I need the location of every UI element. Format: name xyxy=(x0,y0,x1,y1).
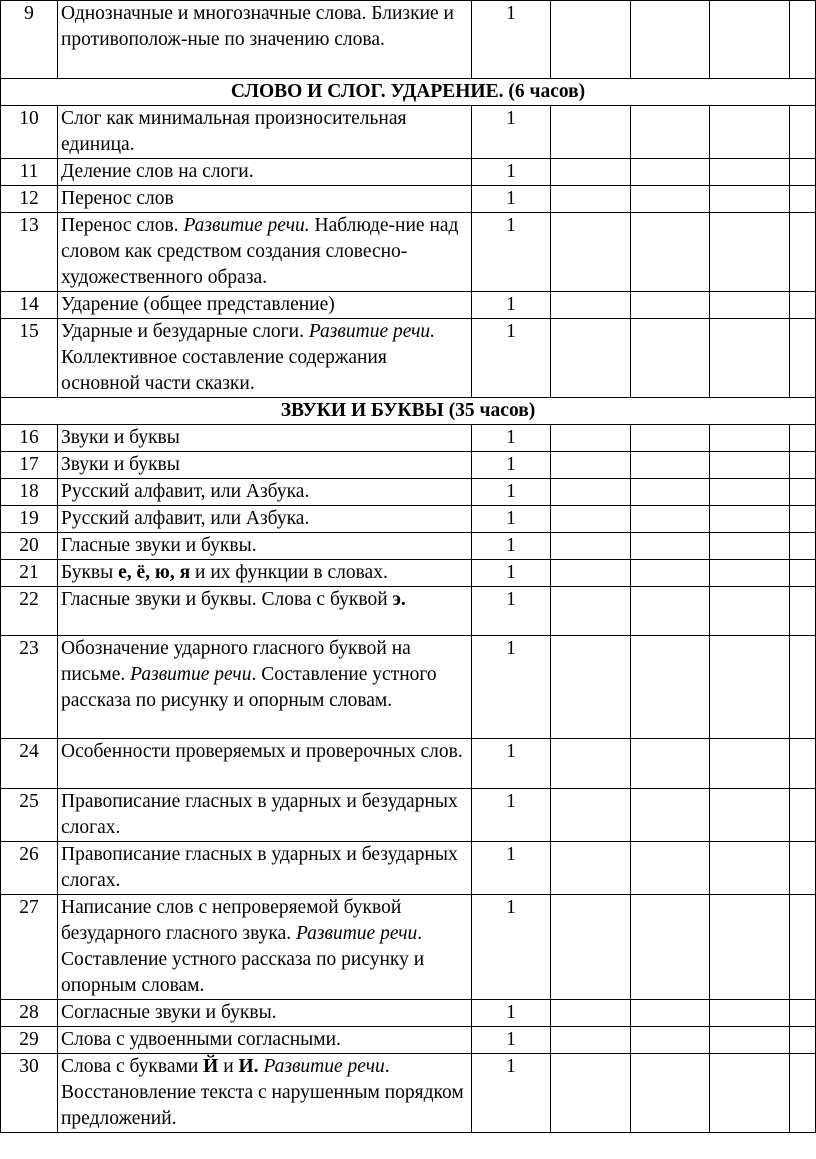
empty-cell xyxy=(631,292,710,319)
lesson-number: 21 xyxy=(1,560,58,587)
empty-cell xyxy=(790,739,816,789)
lesson-topic: Правописание гласных в ударных и безударных слогах. xyxy=(58,789,472,842)
table-row xyxy=(1,1,816,79)
empty-cell xyxy=(790,1000,816,1027)
empty-cell xyxy=(551,1000,631,1027)
topic-italic-text: Развитие речи. xyxy=(183,215,310,236)
lesson-number: 27 xyxy=(1,895,58,1000)
table-row xyxy=(1,292,816,319)
empty-cell xyxy=(790,560,816,587)
table-row xyxy=(1,560,816,587)
lesson-hours: 1 xyxy=(472,560,551,587)
lesson-hours: 1 xyxy=(472,452,551,479)
empty-cell xyxy=(710,186,790,213)
empty-cell xyxy=(631,739,710,789)
lesson-topic: Слова с удвоенными согласными. xyxy=(58,1027,472,1054)
empty-cell xyxy=(710,292,790,319)
topic-bold-text: Й xyxy=(203,1056,219,1077)
lesson-hours: 1 xyxy=(472,106,551,159)
section-title: ЗВУКИ И БУКВЫ (35 часов) xyxy=(1,398,816,425)
empty-cell xyxy=(631,186,710,213)
topic-bold-text: е, ё, ю, я xyxy=(118,562,191,583)
lesson-topic: Русский алфавит, или Азбука. xyxy=(58,506,472,533)
empty-cell xyxy=(631,106,710,159)
empty-cell xyxy=(631,1000,710,1027)
empty-cell xyxy=(790,587,816,636)
lesson-number: 20 xyxy=(1,533,58,560)
lesson-topic: Деление слов на слоги. xyxy=(58,159,472,186)
empty-cell xyxy=(551,789,631,842)
lesson-hours: 1 xyxy=(472,1027,551,1054)
empty-cell xyxy=(631,895,710,1000)
empty-cell xyxy=(710,587,790,636)
empty-cell xyxy=(710,159,790,186)
lesson-number: 10 xyxy=(1,106,58,159)
lesson-number: 18 xyxy=(1,479,58,506)
table-row xyxy=(1,159,816,186)
lesson-topic xyxy=(58,636,472,739)
empty-cell xyxy=(790,425,816,452)
lesson-hours: 1 xyxy=(472,159,551,186)
table-row xyxy=(1,842,816,895)
lesson-number: 25 xyxy=(1,789,58,842)
empty-cell xyxy=(551,1,631,79)
empty-cell xyxy=(631,319,710,398)
lesson-number: 23 xyxy=(1,636,58,739)
empty-cell xyxy=(790,506,816,533)
empty-cell xyxy=(710,560,790,587)
empty-cell xyxy=(790,636,816,739)
lesson-topic xyxy=(58,1054,472,1133)
empty-cell xyxy=(551,842,631,895)
lesson-topic xyxy=(58,895,472,1000)
empty-cell xyxy=(710,533,790,560)
empty-cell xyxy=(551,159,631,186)
empty-cell xyxy=(790,292,816,319)
topic-italic-text: Развитие речи xyxy=(295,923,418,944)
empty-cell xyxy=(710,636,790,739)
table-row xyxy=(1,587,816,636)
empty-cell xyxy=(551,895,631,1000)
topic-text: . Составление устного рассказа по рисунку и опорным словам. xyxy=(61,923,425,996)
table-row xyxy=(1,106,816,159)
table-row xyxy=(1,636,816,739)
empty-cell xyxy=(631,1054,710,1133)
table-row xyxy=(1,319,816,398)
empty-cell xyxy=(790,1054,816,1133)
empty-cell xyxy=(551,587,631,636)
empty-cell xyxy=(551,213,631,292)
table-row xyxy=(1,1027,816,1054)
empty-cell xyxy=(790,789,816,842)
lesson-topic: Русский алфавит, или Азбука. xyxy=(58,479,472,506)
lesson-hours: 1 xyxy=(472,789,551,842)
table-row xyxy=(1,452,816,479)
lesson-hours: 1 xyxy=(472,636,551,739)
table-row xyxy=(1,1054,816,1133)
empty-cell xyxy=(790,186,816,213)
empty-cell xyxy=(551,479,631,506)
topic-text: . Составление устного рассказа по рисунку и опорным словам. xyxy=(61,664,437,711)
empty-cell xyxy=(551,560,631,587)
lesson-hours: 1 xyxy=(472,506,551,533)
topic-text: Слова с буквами xyxy=(61,1056,204,1077)
empty-cell xyxy=(710,452,790,479)
empty-cell xyxy=(631,587,710,636)
lesson-hours: 1 xyxy=(472,186,551,213)
empty-cell xyxy=(631,1,710,79)
table-row xyxy=(1,533,816,560)
lesson-number: 24 xyxy=(1,739,58,789)
empty-cell xyxy=(631,213,710,292)
lesson-hours: 1 xyxy=(472,1054,551,1133)
table-row xyxy=(1,425,816,452)
lesson-hours: 1 xyxy=(472,292,551,319)
lesson-topic: Правописание гласных в ударных и безударных слогах. xyxy=(58,842,472,895)
lesson-topic: Перенос слов xyxy=(58,186,472,213)
empty-cell xyxy=(551,533,631,560)
empty-cell xyxy=(551,186,631,213)
empty-cell xyxy=(790,842,816,895)
topic-text: Перенос слов. xyxy=(61,215,184,236)
empty-cell xyxy=(710,1,790,79)
lesson-topic: Слог как минимальная произносительная единица. xyxy=(58,106,472,159)
empty-cell xyxy=(790,452,816,479)
lesson-topic xyxy=(58,560,472,587)
empty-cell xyxy=(790,1027,816,1054)
lesson-hours: 1 xyxy=(472,739,551,789)
table-row xyxy=(1,186,816,213)
empty-cell xyxy=(710,895,790,1000)
lesson-topic: Звуки и буквы xyxy=(58,425,472,452)
empty-cell xyxy=(631,842,710,895)
empty-cell xyxy=(710,425,790,452)
lesson-number: 17 xyxy=(1,452,58,479)
empty-cell xyxy=(551,292,631,319)
lesson-number: 22 xyxy=(1,587,58,636)
empty-cell xyxy=(631,506,710,533)
table-row xyxy=(1,789,816,842)
empty-cell xyxy=(790,106,816,159)
empty-cell xyxy=(790,319,816,398)
empty-cell xyxy=(551,1054,631,1133)
lesson-number: 14 xyxy=(1,292,58,319)
empty-cell xyxy=(790,533,816,560)
empty-cell xyxy=(631,1027,710,1054)
lesson-number: 28 xyxy=(1,1000,58,1027)
empty-cell xyxy=(631,560,710,587)
empty-cell xyxy=(710,789,790,842)
empty-cell xyxy=(710,213,790,292)
empty-cell xyxy=(631,452,710,479)
section-title: СЛОВО И СЛОГ. УДАРЕНИЕ. (6 часов) xyxy=(1,79,816,106)
empty-cell xyxy=(551,319,631,398)
lesson-topic: Звуки и буквы xyxy=(58,452,472,479)
table-row xyxy=(1,479,816,506)
section-header-row xyxy=(1,398,816,425)
lesson-topic: Согласные звуки и буквы. xyxy=(58,1000,472,1027)
lesson-number: 29 xyxy=(1,1027,58,1054)
empty-cell xyxy=(790,213,816,292)
empty-cell xyxy=(631,533,710,560)
topic-text: Ударные и безударные слоги. xyxy=(61,321,309,342)
empty-cell xyxy=(790,895,816,1000)
topic-text: Буквы xyxy=(61,562,119,583)
lesson-topic xyxy=(58,319,472,398)
empty-cell xyxy=(710,319,790,398)
empty-cell xyxy=(551,636,631,739)
empty-cell xyxy=(710,1027,790,1054)
topic-text: Написание слов с непроверяемой буквой безударного гласного звука. xyxy=(61,897,402,944)
empty-cell xyxy=(631,425,710,452)
lesson-hours: 1 xyxy=(472,1,551,79)
table-row xyxy=(1,1000,816,1027)
topic-italic-text: Развитие речи. xyxy=(308,321,436,342)
lesson-number: 9 xyxy=(1,1,58,79)
topic-text: Гласные звуки и буквы. Слова с буквой xyxy=(61,589,393,610)
empty-cell xyxy=(551,506,631,533)
lesson-topic: Однозначные и многозначные слова. Близкие и противополож-ные по значению слова. xyxy=(58,1,472,79)
lesson-topic xyxy=(58,213,472,292)
lesson-number: 12 xyxy=(1,186,58,213)
lesson-number: 11 xyxy=(1,159,58,186)
topic-bold-text: И. xyxy=(238,1056,259,1077)
lesson-number: 15 xyxy=(1,319,58,398)
lesson-hours: 1 xyxy=(472,533,551,560)
section-header-row xyxy=(1,79,816,106)
empty-cell xyxy=(551,1027,631,1054)
lesson-number: 13 xyxy=(1,213,58,292)
lesson-hours: 1 xyxy=(472,895,551,1000)
empty-cell xyxy=(710,506,790,533)
table-row xyxy=(1,213,816,292)
lesson-number: 19 xyxy=(1,506,58,533)
empty-cell xyxy=(631,479,710,506)
lesson-number: 16 xyxy=(1,425,58,452)
empty-cell xyxy=(631,159,710,186)
lesson-hours: 1 xyxy=(472,213,551,292)
lesson-topic xyxy=(58,587,472,636)
empty-cell xyxy=(710,106,790,159)
empty-cell xyxy=(551,452,631,479)
empty-cell xyxy=(710,1054,790,1133)
table-row xyxy=(1,506,816,533)
empty-cell xyxy=(710,479,790,506)
topic-bold-text: э. xyxy=(392,589,406,610)
empty-cell xyxy=(551,739,631,789)
lesson-topic: Особенности проверяемых и проверочных слов. xyxy=(58,739,472,789)
lesson-hours: 1 xyxy=(472,425,551,452)
lesson-number: 30 xyxy=(1,1054,58,1133)
empty-cell xyxy=(631,636,710,739)
topic-text: Обозначение ударного гласного буквой на письме. xyxy=(61,638,411,685)
lesson-hours: 1 xyxy=(472,319,551,398)
topic-text: . Восстановление текста с нарушенным порядком предложений. xyxy=(61,1056,464,1129)
empty-cell xyxy=(710,739,790,789)
empty-cell xyxy=(631,789,710,842)
topic-text: Наблюде-ние над словом как средством создания словесно-художественного образа. xyxy=(61,215,459,288)
empty-cell xyxy=(790,159,816,186)
lesson-hours: 1 xyxy=(472,1000,551,1027)
lesson-hours: 1 xyxy=(472,842,551,895)
empty-cell xyxy=(790,479,816,506)
lesson-topic: Гласные звуки и буквы. xyxy=(58,533,472,560)
empty-cell xyxy=(551,106,631,159)
empty-cell xyxy=(710,1000,790,1027)
lesson-topic: Ударение (общее представление) xyxy=(58,292,472,319)
table-row xyxy=(1,739,816,789)
empty-cell xyxy=(551,425,631,452)
empty-cell xyxy=(790,1,816,79)
lesson-hours: 1 xyxy=(472,587,551,636)
topic-italic-text: Развитие речи xyxy=(263,1056,385,1077)
topic-text: Коллективное составление содержания основной части сказки. xyxy=(61,347,387,394)
empty-cell xyxy=(710,842,790,895)
table-row xyxy=(1,895,816,1000)
lesson-number: 26 xyxy=(1,842,58,895)
lesson-hours: 1 xyxy=(472,479,551,506)
topic-text: и их функции в словах. xyxy=(190,562,388,583)
topic-text: и xyxy=(218,1056,239,1077)
topic-italic-text: Развитие речи xyxy=(130,664,252,685)
